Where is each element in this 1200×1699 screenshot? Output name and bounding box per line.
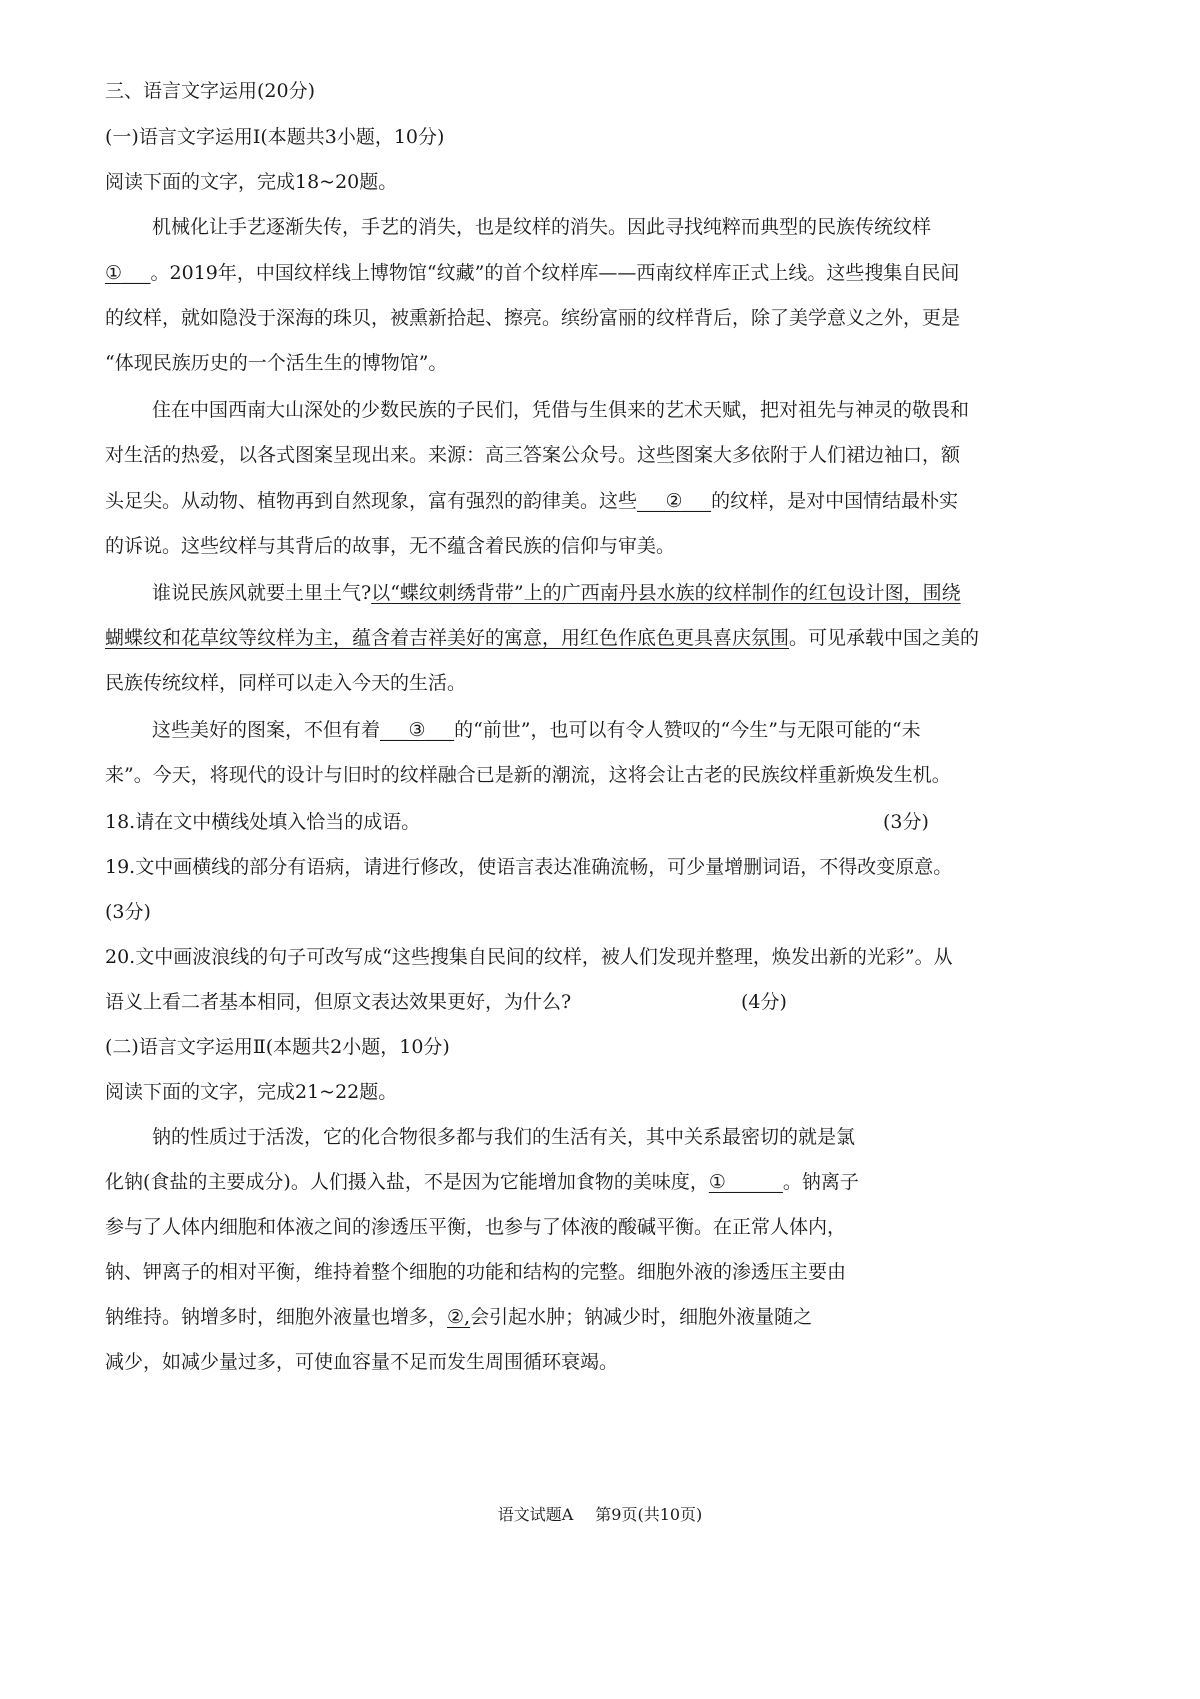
passage1-para1-line3: 的纹样，就如隐没于深海的珠贝，被熏新拾起、擦亮。缤纷富丽的纹样背后，除了美学意义之外，更是 [105, 307, 961, 329]
passage1-para4-line2: 来”。今天，将现代的设计与旧时的纹样融合已是新的潮流，这将会让古老的民族纹样重新焕发生机。 [105, 764, 951, 786]
passage1-para2-line4: 的诉说。这些纹样与其背后的故事，无不蕴含着民族的信仰与审美。 [105, 535, 676, 557]
question-18-score: (3分) [883, 811, 929, 833]
passage1-para2-line2: 对生活的热爱，以各式图案呈现出来。来源：高三答案公众号。这些图案大多依附于人们裙边袖口，额 [105, 444, 961, 466]
blank-2: ___②___ [637, 490, 712, 512]
blank-3: ___③___ [380, 719, 455, 741]
passage1-para3-line2: 蝴蝶纹和花草纹等纹样为主，蕴含着吉祥美好的寓意，用红色作底色更具喜庆氛围。可见承载中国之美的 [105, 627, 980, 649]
passage1-para3-line3: 民族传统纹样，同样可以走入今天的生活。 [105, 672, 467, 694]
blank-passage2-2: ②, [447, 1306, 471, 1328]
question-20-score: (4分) [741, 991, 787, 1013]
section-title: 三、语言文字运用(20分) [105, 80, 316, 102]
question-18: 18.请在文中横线处填入恰当的成语。 [105, 811, 421, 833]
underlined-sentence-part2: 蝴蝶纹和花草纹等纹样为主，蕴含着吉祥美好的寓意，用红色作底色更具喜庆氛围 [105, 627, 790, 649]
passage2-line3: 参与了人体内细胞和体液之间的渗透压平衡，也参与了体液的酸碱平衡。在正常人体内， [105, 1216, 847, 1238]
passage1-para2-line1: 住在中国西南大山深处的少数民族的子民们，凭借与生俱来的艺术天赋，把对祖先与神灵的敬畏和 [152, 399, 970, 421]
passage2-line6: 减少，如减少量过多，可使血容量不足而发生周围循环衰竭。 [105, 1351, 619, 1373]
part2-title: (二)语言文字运用Ⅱ(本题共2小题，10分) [105, 1036, 450, 1058]
question-20-line2: 语义上看二者基本相同，但原文表达效果更好，为什么? [105, 991, 572, 1013]
passage2-line1: 钠的性质过于活泼，它的化合物很多都与我们的生活有关，其中关系最密切的就是氯 [152, 1126, 856, 1148]
question-20-line1: 20.文中画波浪线的句子可改写成“这些搜集自民间的纹样，被人们发现并整理，焕发出新的光彩”。从 [105, 946, 953, 968]
blank-1: ①___ [105, 262, 151, 284]
question-19: 19.文中画横线的部分有语病，请进行修改，使语言表达准确流畅，可少量增删词语，不得改变原意。 [105, 856, 953, 878]
underlined-sentence-part1: 以“蝶纹刺绣背带”上的广西南丹县水族的纹样制作的红包设计图，围绕 [371, 582, 961, 604]
page-footer [0, 1504, 1200, 1526]
passage2-line5: 钠维持。钠增多时，细胞外液量也增多，②,会引起水肿；钠减少时，细胞外液量随之 [105, 1306, 813, 1328]
part1-instruction: 阅读下面的文字，完成18~20题。 [105, 171, 398, 193]
footer-exam-name: 语文试题A [497, 1505, 574, 1524]
passage1-para3-line1: 谁说民族风就要土里土气?以“蝶纹刺绣背带”上的广西南丹县水族的纹样制作的红包设计图，围绕 [152, 582, 961, 604]
passage2-line4: 钠、钾离子的相对平衡，维持着整个细胞的功能和结构的完整。细胞外液的渗透压主要由 [105, 1261, 847, 1283]
part1-title: (一)语言文字运用Ⅰ(本题共3小题，10分) [105, 126, 445, 148]
blank-passage2-1: ①______ [708, 1171, 783, 1193]
passage2-line2: 化钠(食盐的主要成分)。人们摄入盐，不是因为它能增加食物的美味度，①______。钠离子 [105, 1171, 859, 1193]
footer-page-number: 第9页(共10页) [595, 1505, 703, 1524]
passage1-para1-line1: 机械化让手艺逐渐失传，手艺的消失，也是纹样的消失。因此寻找纯粹而典型的民族传统纹样 [152, 216, 932, 238]
passage1-para4-line1: 这些美好的图案，不但有着___③___的“前世”，也可以有令人赞叹的“今生”与无限可能的“未 [152, 719, 921, 741]
passage1-para1-line4: “体现民族历史的一个活生生的博物馆”。 [105, 352, 448, 374]
passage1-para2-line3: 头足尖。从动物、植物再到自然现象，富有强烈的韵律美。这些___②___的纹样，是对中国情结最朴实 [105, 490, 959, 512]
part2-instruction: 阅读下面的文字，完成21~22题。 [105, 1081, 398, 1103]
question-19-score: (3分) [105, 901, 151, 923]
passage1-para1-line2: ①___。2019年，中国纹样线上博物馆“纹藏”的首个纹样库——西南纹样库正式上线。这些搜集自民间 [105, 262, 960, 284]
